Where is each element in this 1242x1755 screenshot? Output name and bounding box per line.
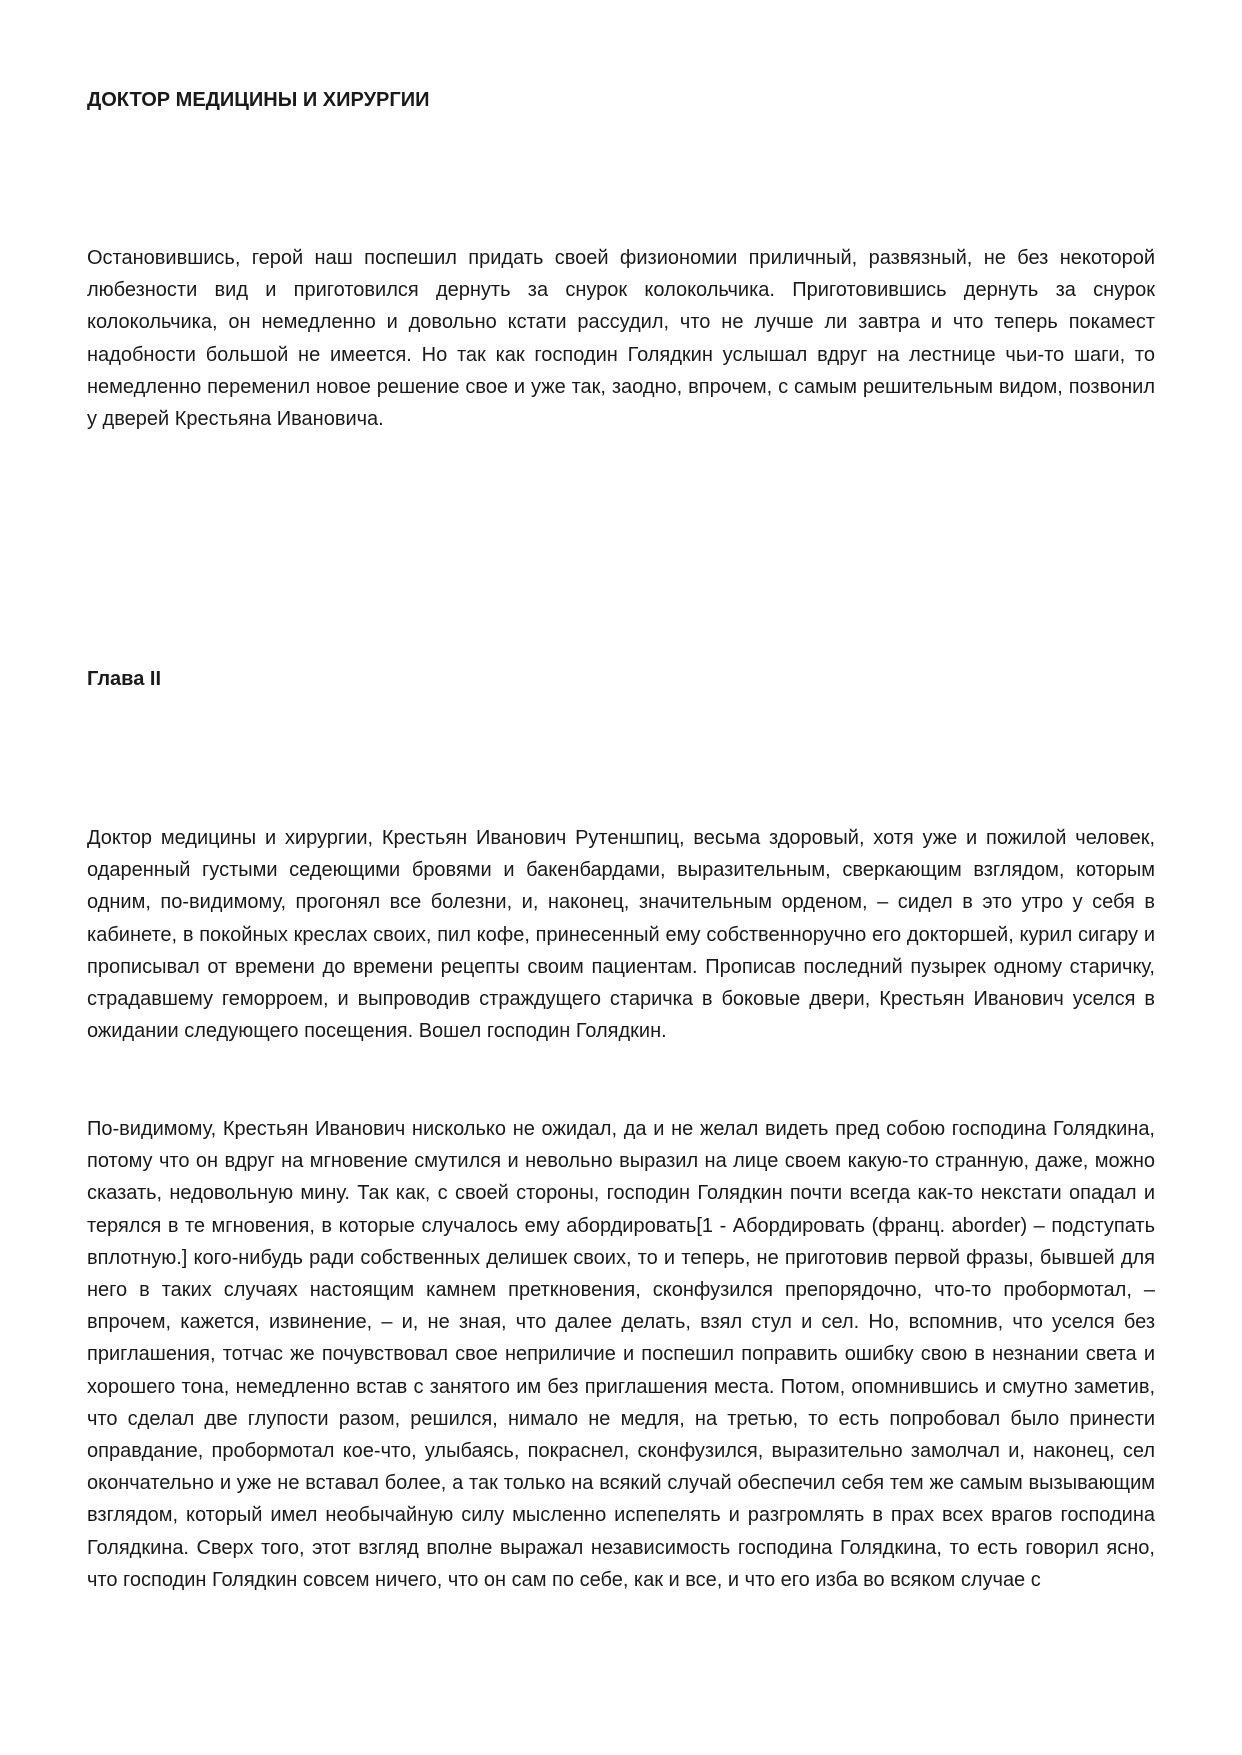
paragraph: По-видимому, Крестьян Иванович нисколько не ожидал, да и не желал видеть пред собою господина Голядкина, потому что он вдруг на мгновение смутился и невольно выразил на лице своем какую-то странную, даже, можно сказать, недовольную мину. Так как, с своей стороны, господин Голядкин почти всегда как-то некстати опадал и терялся в те мгновения, в которые случалось ему абордировать[1 - Абордировать (франц. aborder) – подступать вплотную.] кого-нибудь ради собственных делишек своих, то и теперь, не приготовив первой фразы, бывшей для него в таких случаях настоящим камнем преткновения, сконфузился препорядочно, что-то пробормотал, – впрочем, кажется, извинение, – и, не зная, что далее делать, взял стул и сел. Но, вспомнив, что уселся без приглашения, тотчас же почувствовал свое неприличие и поспешил поправить ошибку свою в незнании света и хорошего тона, немедленно встав с занятого им без приглашения места. Потом, опомнившись и смутно заметив, что сделал две глупости разом, решился, нимало не медля, на третью, то есть попробовал было принести оправдание, пробормотал кое-что, улыбаясь, покраснел, сконфузился, выразительно замолчал и, наконец, сел окончательно и уже не вставал более, а так только на всякий случай обеспечил себя тем же самым вызывающим взглядом, который имел необычайную силу мысленно испепелять и разгромлять в прах всех врагов господина Голядкина. Сверх того, этот взгляд вполне выражал независимость господина Голядкина, то есть говорил ясно, что господин Голядкин совсем ничего, что он сам по себе, как и все, и что его изба во всяком случае с <box>87 1118 1155 1591</box>
chapter-title: Глава II <box>87 668 161 690</box>
paragraph: Доктор медицины и хирургии, Крестьян Иванович Рутеншпиц, весьма здоровый, хотя уже и пожилой человек, одаренный густыми седеющими бровями и бакенбардами, выразительным, сверкающим взглядом, которым одним, по-видимому, прогонял все болезни, и, наконец, значительным орденом, – сидел в это утро у себя в кабинете, в покойных креслах своих, пил кофе, принесенный ему собственноручно его докторшей, курил сигару и прописывал от времени до времени рецепты своим пациентам. Прописав последний пузырек одному старичку, страдавшему геморроем, и выпроводив страждущего старичка в боковые двери, Крестьян Иванович уселся в ожидании следующего посещения. Вошел господин Голядкин. <box>87 827 1155 1043</box>
paragraph: Остановившись, герой наш поспешил придать своей физиономии приличный, развязный, не без некоторой любезности вид и приготовился дернуть за снурок колокольчика. Приготовившись дернуть за снурок колокольчика, он немедленно и довольно кстати рассудил, что не лучше ли завтра и что теперь покамест надобности большой не имеется. Но так как господин Голядкин услышал вдруг на лестнице чьи-то шаги, то немедленно переменил новое решение свое и уже так, заодно, впрочем, с самым решительным видом, позвонил у дверей Крестьяна Ивановича. <box>87 247 1155 431</box>
section-heading: ДОКТОР МЕДИЦИНЫ И ХИРУРГИИ <box>87 89 430 111</box>
